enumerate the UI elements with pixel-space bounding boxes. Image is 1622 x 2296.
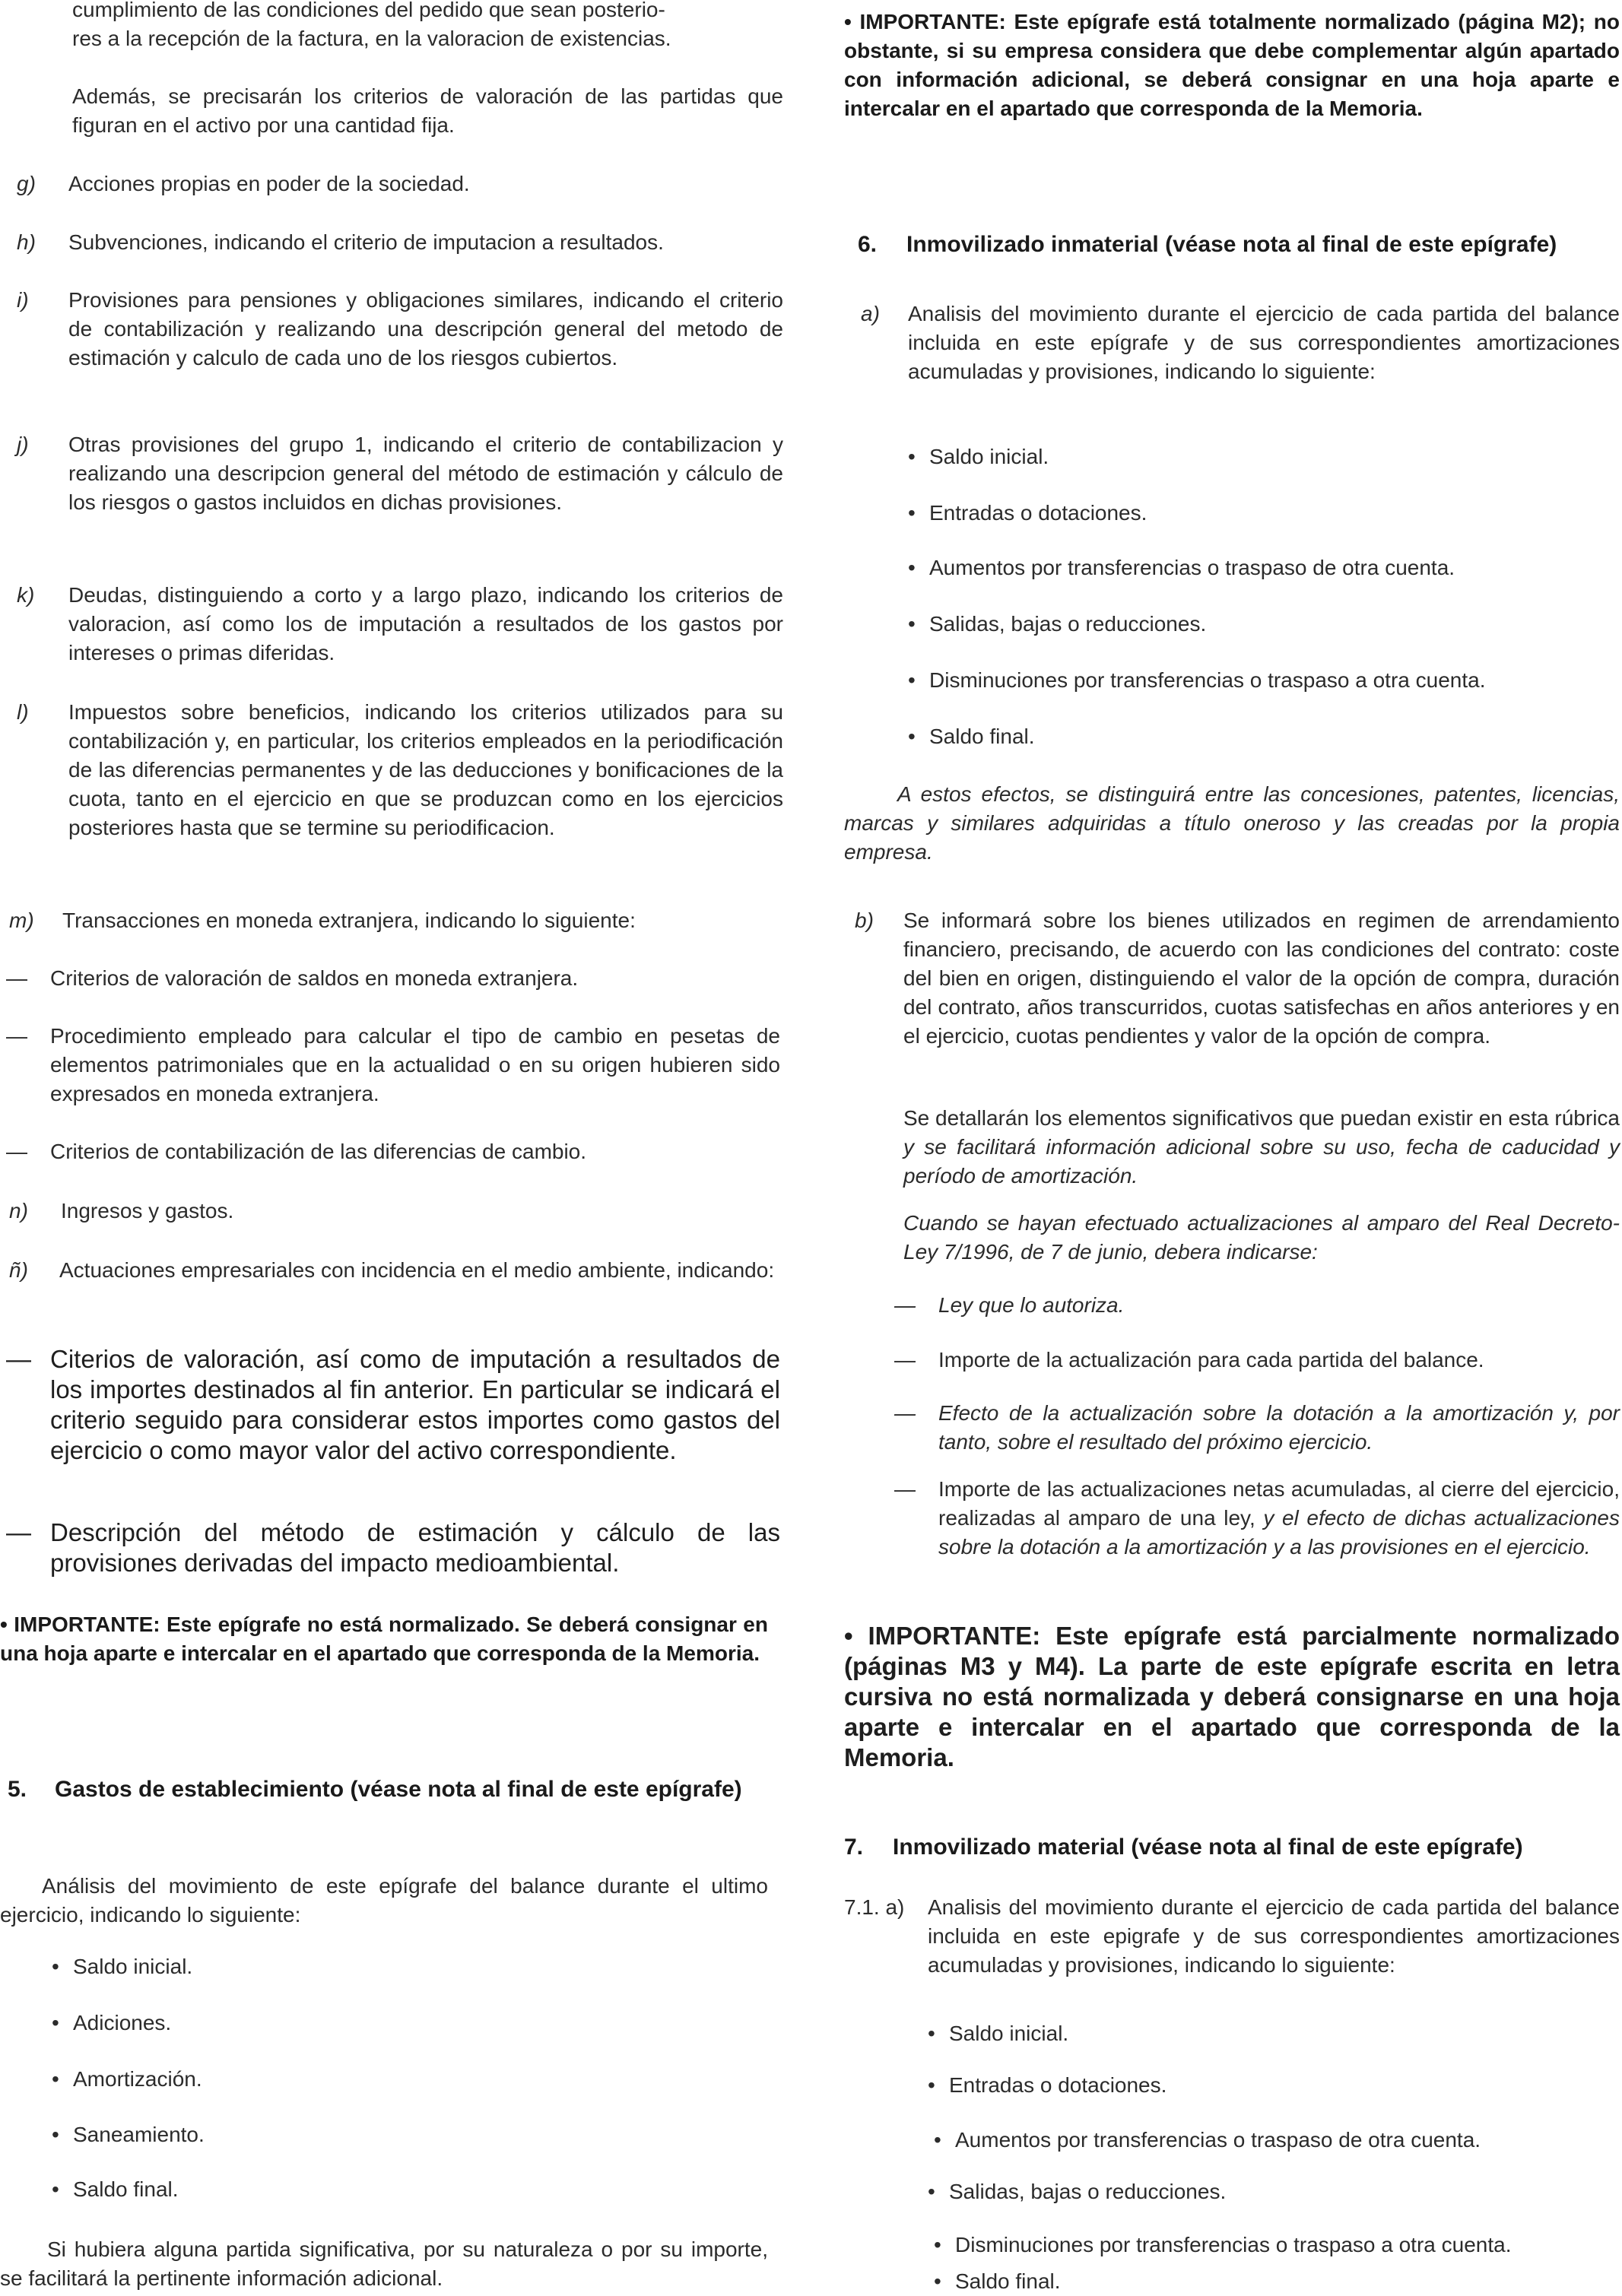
section-6-title: Inmovilizado inmaterial (véase nota al final de este epígrafe) (906, 232, 1557, 257)
s71a-bullet-1: • Saldo inicial. (949, 2019, 1068, 2048)
s6a-bullet-2: • Entradas o dotaciones. (929, 499, 1147, 528)
section-6-heading (858, 230, 1618, 260)
m-dash-1: — Criterios de valoración de saldos en moneda extranjera. (50, 964, 780, 993)
item-ny: Actuaciones empresariales con incidencia en el medio ambiente, indicando: (59, 1258, 775, 1282)
item-mark-i: i) (17, 288, 29, 312)
s5-outro: Si hubiera alguna partida significativa, por su naturaleza o por su importe, se facilitará la pertinente información adicional. (0, 2237, 768, 2290)
s6a-text: Analisis del movimiento durante el ejercicio de cada partida del balance incluida en este epígrafe y de sus correspondientes amortizaciones acumuladas y provisiones, indicando lo siguiente: (908, 302, 1620, 383)
important-note-left: • IMPORTANTE: Este epígrafe no está normalizado. Se deberá consignar en una hoja aparte e intercalar en el apartado que corresponda de la Memoria. (0, 1613, 768, 1665)
important-note-mid: • IMPORTANTE: Este epígrafe está parcialmente normalizado (páginas M3 y M4). La parte de este epígrafe escrita en letra cursiva no está normalizada y deberá consignarse en una hoja aparte e intercalar en el apartado que corresponda de la Memoria. (844, 1622, 1620, 1771)
intro-line-2: res a la recepción de la factura, en la valoracion de existencias. (72, 27, 671, 50)
s6b-paragraph-2 (903, 1104, 1620, 1191)
s6b-mark: b) (855, 909, 874, 932)
item-g: Acciones propias en poder de la sociedad. (68, 172, 470, 195)
s6b-d4-plain: Importe de las actualizaciones netas acumuladas, al cierre del ejercicio, realizadas al amparo de una ley, (938, 1477, 1620, 1530)
s6b-d4-italic: y el efecto de dichas actualizaciones sobre la dotación a la amortización y a las provisiones en el ejercicio. (938, 1506, 1620, 1559)
item-j: Otras provisiones del grupo 1, indicando el criterio de contabilizacion y realizando una descripcion general del método de estimación y cálculo de los riesgos o gastos incluidos en dichas provisiones. (68, 433, 783, 514)
s6b-text: Se informará sobre los bienes utilizados en regimen de arrendamiento financiero, precisando, de acuerdo con las condiciones del contrato: coste del bien en origen, distinguiendo el valor de la opción de compra, duración del contrato, años transcurridos, cuotas satisfechas en años anteriores y en el ejercicio, cuotas pendientes y valor de la opción de compra. (903, 909, 1620, 1048)
ny-dash-1: — Citerios de valoración, así como de imputación a resultados de los importes destinados al fin anterior. En particular se indicará el criterio seguido para considerar estos importes como gastos del ejercicio o como mayor valor del activo correspondiente. (50, 1344, 780, 1466)
s6b-paragraph-3: Cuando se hayan efectuado actualizaciones al amparo del Real Decreto-Ley 7/1996, de 7 de junio, debera indicarse: (903, 1211, 1620, 1264)
s6a-mark: a) (861, 302, 880, 325)
s6b-p2-plain: Se detallarán los elementos significativos que puedan existir en esta rúbrica (903, 1106, 1620, 1130)
s6b-dash-3: — Efecto de la actualización sobre la dotación a la amortización y, por tanto, sobre el resultado del próximo ejercicio. (938, 1399, 1620, 1457)
s71a-bullet-4: • Salidas, bajas o reducciones. (949, 2177, 1226, 2206)
item-l: Impuestos sobre beneficios, indicando los criterios utilizados para su contabilización y, en particular, los criterios empleados en la periodificación de las diferencias permanentes y de las deducciones y bonificaciones de la cuota, tanto en el ejercicio en que se produzcan como en los ejercicios posteriores hasta que se termine su periodificacion. (68, 700, 783, 839)
m-dash-3: — Criterios de contabilización de las diferencias de cambio. (50, 1137, 780, 1166)
s5-bullet-5: • Saldo final. (73, 2175, 179, 2204)
intro-line-1: cumplimiento de las condiciones del pedido que sean posterio- (72, 0, 665, 21)
intro-paragraph: Además, se precisarán los criterios de valoración de las partidas que figuran en el activo por una cantidad fija. (72, 84, 783, 137)
section-5-heading (8, 1774, 776, 1805)
item-mark-m: m) (9, 909, 34, 932)
item-m: Transacciones en moneda extranjera, indicando lo siguiente: (62, 909, 636, 932)
section-7-number: 7. (844, 1835, 864, 1860)
s6a-italic-note: A estos efectos, se distinguirá entre las concesiones, patentes, licencias, marcas y similares adquiridas a título oneroso y las creadas por la propia empresa. (844, 782, 1620, 864)
item-mark-j: j) (17, 433, 29, 456)
s5-bullet-4: • Saneamiento. (73, 2120, 205, 2149)
s6a-bullet-6: • Saldo final. (929, 722, 1035, 751)
s71a-bullet-2: • Entradas o dotaciones. (949, 2071, 1167, 2100)
s5-bullet-3: • Amortización. (73, 2065, 202, 2094)
item-mark-l: l) (17, 700, 29, 724)
item-i: Provisiones para pensiones y obligaciones similares, indicando el criterio de contabilización y realizando una descripción general del metodo de estimación y calculo de cada uno de los riesgos cubiertos. (68, 288, 783, 369)
s6a-bullet-3: • Aumentos por transferencias o traspaso de otra cuenta. (929, 553, 1455, 582)
section-6-number: 6. (858, 232, 878, 257)
item-mark-h: h) (17, 230, 36, 254)
s6a-bullet-5: • Disminuciones por transferencias o traspaso a otra cuenta. (929, 666, 1486, 695)
s5-bullet-1: • Saldo inicial. (73, 1952, 192, 1981)
s71a-bullet-3: • Aumentos por transferencias o traspaso de otra cuenta. (955, 2126, 1481, 2155)
s5-bullet-2: • Adiciones. (73, 2009, 171, 2038)
section-5-title: Gastos de establecimiento (véase nota al final de este epígrafe) (55, 1777, 742, 1802)
item-n: Ingresos y gastos. (61, 1199, 234, 1223)
section-5-number: 5. (8, 1777, 27, 1802)
item-mark-g: g) (17, 172, 36, 195)
s6b-dash-4 (938, 1475, 1620, 1562)
s71a-bullet-5: • Disminuciones por transferencias o traspaso a otra cuenta. (955, 2231, 1512, 2260)
s6a-bullet-1: • Saldo inicial. (929, 442, 1049, 471)
s6b-dash-2: — Importe de la actualización para cada partida del balance. (938, 1346, 1620, 1375)
item-h: Subvenciones, indicando el criterio de imputacion a resultados. (68, 230, 664, 254)
s71a-mark: 7.1. a) (844, 1895, 905, 1919)
section-7-title: Inmovilizado material (véase nota al final de este epígrafe) (893, 1835, 1523, 1860)
s6b-dash-1: — Ley que lo autoriza. (938, 1291, 1620, 1320)
item-mark-k: k) (17, 583, 35, 607)
item-k: Deudas, distinguiendo a corto y a largo plazo, indicando los criterios de valoracion, así como los de imputación a resultados de los gastos por intereses o primas diferidas. (68, 583, 783, 664)
s71a-text: Analisis del movimiento durante el ejercicio de cada partida del balance incluida en este epigrafe y de sus correspondientes amortizaciones acumuladas y provisiones, indicando lo siguiente: (928, 1895, 1620, 1977)
section-7-heading (844, 1832, 1620, 1863)
m-dash-2: — Procedimiento empleado para calcular el tipo de cambio en pesetas de elementos patrimoniales que en la actualidad o en su origen hubieren sido expresados en moneda extranjera. (50, 1022, 780, 1108)
important-note-top: • IMPORTANTE: Este epígrafe está totalmente normalizado (página M2); no obstante, si su empresa considera que debe complementar algún apartado con información adicional, se deberá consignar en una hoja aparte e intercalar en el apartado que corresponda de la Memoria. (844, 10, 1620, 120)
item-mark-ny: ñ) (9, 1258, 28, 1282)
s6a-bullet-4: • Salidas, bajas o reducciones. (929, 610, 1206, 639)
s5-intro: Análisis del movimiento de este epígrafe del balance durante el ultimo ejercicio, indicando lo siguiente: (0, 1874, 768, 1927)
item-mark-n: n) (9, 1199, 28, 1223)
s6b-p2-italic: y se facilitará información adicional sobre su uso, fecha de caducidad y período de amortización. (903, 1135, 1620, 1188)
ny-dash-2: — Descripción del método de estimación y cálculo de las provisiones derivadas del impacto medioambiental. (50, 1517, 780, 1578)
s71a-bullet-6: • Saldo final. (955, 2267, 1061, 2296)
